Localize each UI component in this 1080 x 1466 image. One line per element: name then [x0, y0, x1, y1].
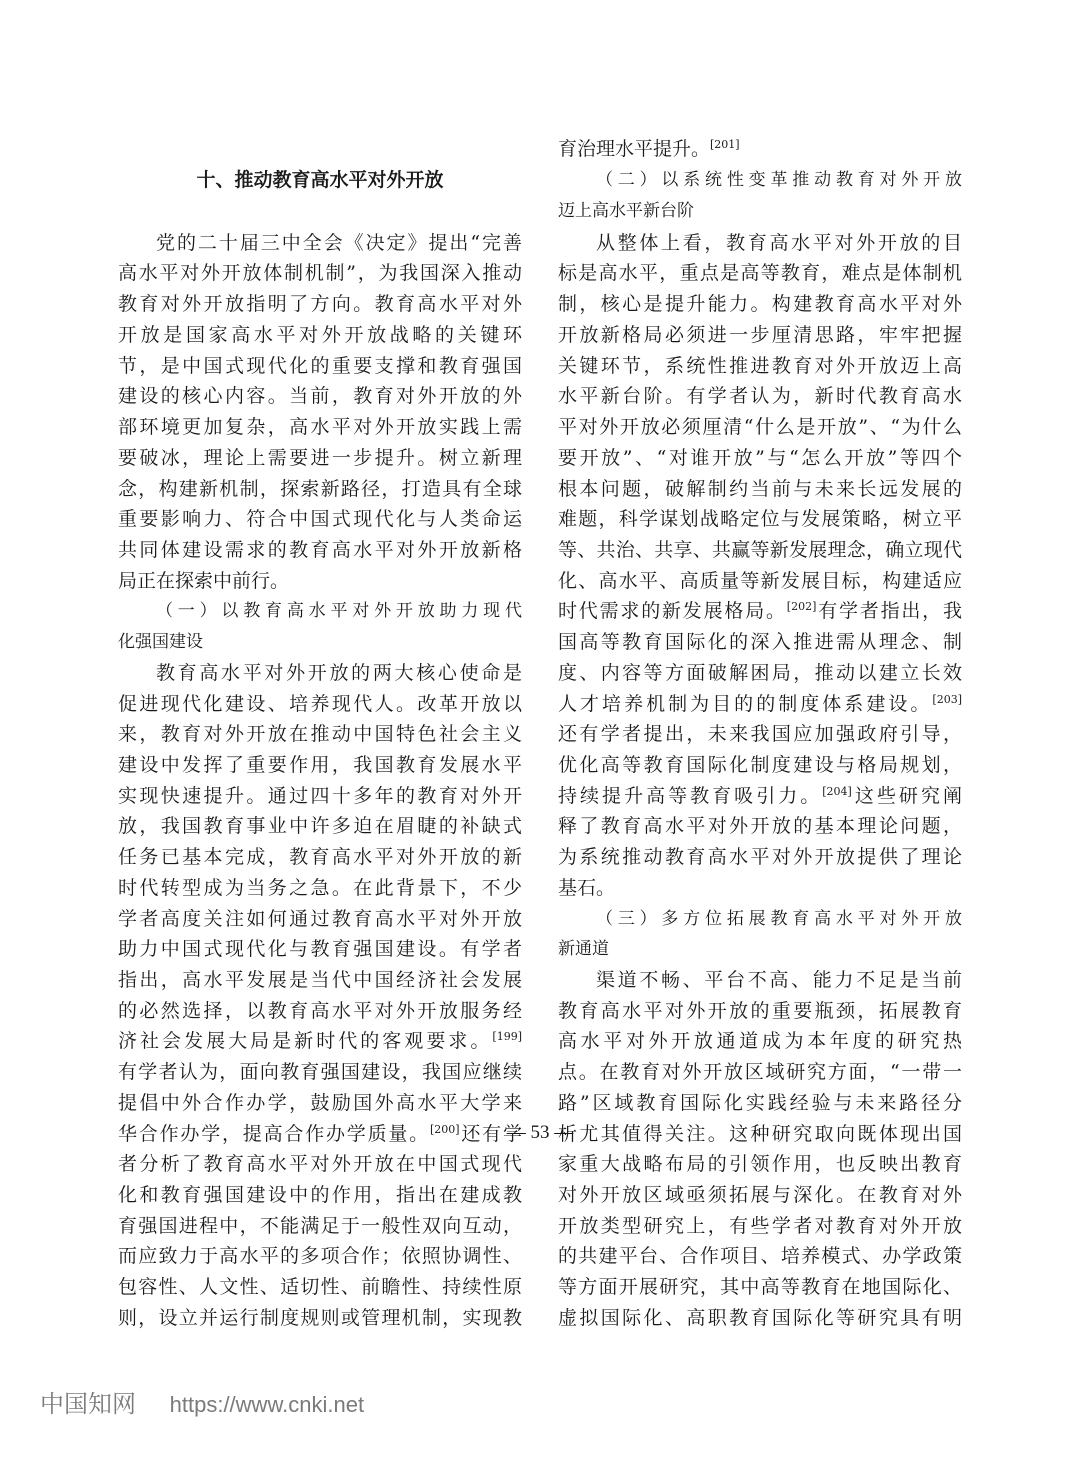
- line-text: 渠道不畅、平台不高、能力不足是当前: [596, 969, 962, 991]
- subsection-heading-line: [596, 904, 962, 934]
- text-line: [558, 596, 962, 626]
- text-line: [156, 658, 522, 688]
- text-line: [558, 658, 962, 688]
- line-text: 党的二十届三中全会《决定》提出“完善: [156, 232, 522, 254]
- line-text: 析尤其值得关注。这种研究取向既体现出国: [558, 1123, 962, 1145]
- text-line: [156, 228, 522, 258]
- line-text: 高水平对外开放通道成为本年度的研究热: [558, 1030, 962, 1052]
- text-line: [558, 1057, 962, 1087]
- text-line: [558, 504, 962, 534]
- subsection-heading-line: [596, 165, 962, 195]
- text-line: [596, 228, 962, 258]
- line-text: 对外开放区域亟须拓展与深化。在教育对外: [558, 1184, 962, 1206]
- line-text: 平对外开放必须厘清“什么是开放”、“为什么: [558, 416, 962, 438]
- line-text: 开放是国家高水平对外开放战略的关键环: [118, 324, 522, 346]
- citation-ref: [200]: [429, 1123, 460, 1136]
- text-line: [558, 443, 962, 473]
- text-line: [118, 1241, 522, 1271]
- line-text: 制，核心是提升能力。构建教育高水平对外: [558, 293, 962, 315]
- line-text: 点。在教育对外开放区域研究方面，“一带一: [558, 1061, 962, 1083]
- text-line: [118, 566, 522, 596]
- text-line: [118, 1088, 522, 1118]
- line-text: 育治理水平提升。: [558, 138, 711, 160]
- text-line: [118, 781, 522, 811]
- line-text: 节，是中国式现代化的重要支撑和教育强国: [118, 355, 522, 377]
- line-text: 化强国建设: [118, 632, 203, 652]
- line-text: 等方面开展研究，其中高等教育在地国际化、: [558, 1276, 962, 1298]
- text-line: [118, 934, 522, 964]
- text-line: [118, 504, 522, 534]
- text-line: [558, 1211, 962, 1241]
- citation-ref: [201]: [710, 138, 740, 151]
- text-line: [118, 719, 522, 749]
- text-line: [118, 689, 522, 719]
- line-text: 局正在探索中前行。: [118, 570, 290, 592]
- line-text: 的必然选择，以教育高水平对外开放服务经: [118, 1000, 522, 1022]
- line-text: 教育高水平对外开放的重要瓶颈，拓展教育: [558, 1000, 962, 1022]
- text-line: [558, 873, 962, 903]
- page-number: — 53 —: [506, 1122, 574, 1143]
- line-text: 优化高等教育国际化制度建设与格局规划，: [558, 754, 962, 776]
- text-line: [558, 258, 962, 288]
- line-text: 时代需求的新发展格局。: [558, 600, 787, 622]
- line-text: 重要影响力、符合中国式现代化与人类命运: [118, 508, 522, 530]
- text-line: [118, 289, 522, 319]
- text-line: [558, 627, 962, 657]
- text-line: [558, 1180, 962, 1210]
- line-text: 学者高度关注如何通过教育高水平对外开放: [118, 908, 522, 930]
- text-line: [118, 1211, 522, 1241]
- text-line: [558, 320, 962, 350]
- text-line: [558, 689, 962, 719]
- text-line: [118, 474, 522, 504]
- text-line: [118, 258, 522, 288]
- line-text: 包容性、人文性、适切性、前瞻性、持续性原: [118, 1276, 522, 1298]
- line-text: 根本问题，破解制约当前与未来长远发展的: [558, 478, 962, 500]
- text-line: [118, 320, 522, 350]
- watermark-logo: 中国知网: [40, 1390, 136, 1418]
- citation-ref: [204]: [822, 785, 852, 798]
- line-text: （二）以系统性变革推动教育对外开放: [596, 170, 962, 190]
- line-text: 开放新格局必须进一步厘清思路，牢牢把握: [558, 324, 962, 346]
- line-text: 度、内容等方面破解困局，推动以建立长效: [558, 662, 962, 684]
- line-text: 则，设立并运行制度规则或管理机制，实现教: [118, 1307, 522, 1329]
- text-line: [558, 1149, 962, 1179]
- text-line: [558, 1272, 962, 1302]
- line-text: 时代转型成为当务之急。在此背景下，不少: [118, 877, 522, 899]
- subsection-heading-line: [558, 196, 962, 226]
- line-text: 部环境更加复杂，高水平对外开放实践上需: [118, 416, 522, 438]
- line-text: 共同体建设需求的教育高水平对外开放新格: [118, 539, 522, 561]
- text-line: [558, 1303, 962, 1333]
- line-text: 基石。: [558, 877, 616, 899]
- text-line: [118, 1149, 522, 1179]
- text-line: [118, 873, 522, 903]
- line-text: 难题，科学谋划战略定位与发展策略，树立平: [558, 508, 962, 530]
- text-line: [118, 996, 522, 1026]
- line-text: 虚拟国际化、高职教育国际化等研究具有明: [558, 1307, 962, 1329]
- line-text: 念，构建新机制，探索新路径，打造具有全球: [118, 478, 522, 500]
- text-line: [118, 842, 522, 872]
- line-text: 家重大战略布局的引领作用，也反映出教育: [558, 1153, 962, 1175]
- text-line: [558, 750, 962, 780]
- line-text: 还有学者提出，未来我国应加强政府引导，: [558, 723, 962, 745]
- text-line: [596, 965, 962, 995]
- line-text: 教育对外开放指明了方向。教育高水平对外: [118, 293, 522, 315]
- text-line: [118, 351, 522, 381]
- line-text: 等、共治、共享、共赢等新发展理念，确立现代: [558, 539, 962, 561]
- subsection-heading-line: [118, 627, 522, 657]
- text-line: [558, 811, 962, 841]
- line-text: 有学者认为，面向教育强国建设，我国应继续: [118, 1061, 522, 1083]
- text-line: [558, 412, 962, 442]
- line-text: 人才培养机制为目的的制度体系建设。: [558, 693, 933, 715]
- line-text: 国高等教育国际化的深入推进需从理念、制: [558, 631, 962, 653]
- line-text: 华合作办学，提高合作办学质量。: [118, 1123, 430, 1145]
- line-text: 路”区域教育国际化实践经验与未来路径分: [558, 1092, 962, 1114]
- line-text: 为系统推动教育高水平对外开放提供了理论: [558, 846, 962, 868]
- line-text: 十、推动教育高水平对外开放: [196, 169, 444, 191]
- line-text: 助力中国式现代化与教育强国建设。有学者: [118, 938, 522, 960]
- cnki-watermark: [40, 1384, 364, 1424]
- text-line: [558, 996, 962, 1026]
- text-line: [558, 1026, 962, 1056]
- text-line: [118, 1303, 522, 1333]
- line-text: 放，我国教育事业中许多迫在眉睫的补缺式: [118, 815, 522, 837]
- text-line: [118, 412, 522, 442]
- line-text: （三）多方位拓展教育高水平对外开放: [596, 909, 962, 929]
- text-line: [118, 1180, 522, 1210]
- line-text: 的共建平台、合作项目、培养模式、办学政策: [558, 1245, 962, 1267]
- text-line: [558, 134, 962, 164]
- line-text-after: 有学者指出，我: [816, 600, 962, 622]
- section-heading: [118, 165, 522, 195]
- line-text: 要开放”、“对谁开放”与“怎么开放”等四个: [558, 447, 962, 469]
- line-text: 济社会发展大局是新时代的客观要求。: [118, 1030, 493, 1052]
- line-text: 化、高水平、高质量等新发展目标，构建适应: [558, 570, 962, 592]
- text-line: [558, 351, 962, 381]
- line-text: 建设的核心内容。当前，教育对外开放的外: [118, 385, 522, 407]
- text-line: [118, 811, 522, 841]
- subsection-heading-line: [558, 934, 962, 964]
- watermark-url: https://www.cnki.net: [169, 1392, 365, 1417]
- text-line: [558, 781, 962, 811]
- text-line: [558, 474, 962, 504]
- text-line: [558, 1088, 962, 1118]
- text-line: [558, 289, 962, 319]
- line-text: 开放类型研究上，有些学者对教育对外开放: [558, 1215, 962, 1237]
- text-line: [558, 535, 962, 565]
- line-text: 而应致力于高水平的多项合作；依照协调性、: [118, 1245, 522, 1267]
- citation-ref: [202]: [786, 600, 817, 613]
- line-text: 释了教育高水平对外开放的基本理论问题，: [558, 815, 962, 837]
- text-line: [118, 965, 522, 995]
- line-text: 建设中发挥了重要作用，我国教育发展水平: [118, 754, 522, 776]
- line-text: 来，教育对外开放在推动中国特色社会主义: [118, 723, 522, 745]
- line-text: 指出，高水平发展是当代中国经济社会发展: [118, 969, 522, 991]
- line-text: 者分析了教育高水平对外开放在中国式现代: [118, 1153, 522, 1175]
- line-text-after: 还有学: [459, 1123, 522, 1145]
- text-line: [558, 1241, 962, 1271]
- subsection-heading-line: [156, 596, 522, 626]
- line-text: 任务已基本完成，教育高水平对外开放的新: [118, 846, 522, 868]
- line-text: 化和教育强国建设中的作用，指出在建成教: [118, 1184, 522, 1206]
- line-text: 实现快速提升。通过四十多年的教育对外开: [118, 785, 522, 807]
- line-text: 从整体上看，教育高水平对外开放的目: [596, 232, 962, 254]
- citation-ref: [203]: [932, 693, 962, 706]
- text-line: [558, 566, 962, 596]
- line-text: 教育高水平对外开放的两大核心使命是: [156, 662, 522, 684]
- text-line: [118, 443, 522, 473]
- line-text: 新通道: [558, 939, 609, 959]
- line-text: 水平新台阶。有学者认为，新时代教育高水: [558, 385, 962, 407]
- line-text: 育强国进程中，不能满足于一般性双向互动，: [118, 1215, 522, 1237]
- line-text: 要破冰，理论上需要进一步提升。树立新理: [118, 447, 522, 469]
- line-text-after: 这些研究阐: [851, 785, 962, 807]
- line-text: 迈上高水平新台阶: [558, 201, 694, 221]
- text-line: [118, 1057, 522, 1087]
- text-line: [118, 381, 522, 411]
- text-line: [558, 381, 962, 411]
- citation-ref: [199]: [492, 1030, 522, 1043]
- text-line: [558, 719, 962, 749]
- line-text: 提倡中外合作办学，鼓励国外高水平大学来: [118, 1092, 522, 1114]
- text-line: [118, 1272, 522, 1302]
- line-text: 促进现代化建设、培养现代人。改革开放以: [118, 693, 522, 715]
- text-line: [118, 750, 522, 780]
- text-line: [118, 904, 522, 934]
- line-text: （一）以教育高水平对外开放助力现代: [156, 601, 522, 621]
- line-text: 高水平对外开放体制机制”，为我国深入推动: [118, 262, 522, 284]
- text-line: [558, 842, 962, 872]
- line-text: 标是高水平，重点是高等教育，难点是体制机: [558, 262, 962, 284]
- text-line: [118, 1026, 522, 1056]
- line-text: 关键环节，系统性推进教育对外开放迈上高: [558, 355, 962, 377]
- text-line: [118, 535, 522, 565]
- line-text: 持续提升高等教育吸引力。: [558, 785, 823, 807]
